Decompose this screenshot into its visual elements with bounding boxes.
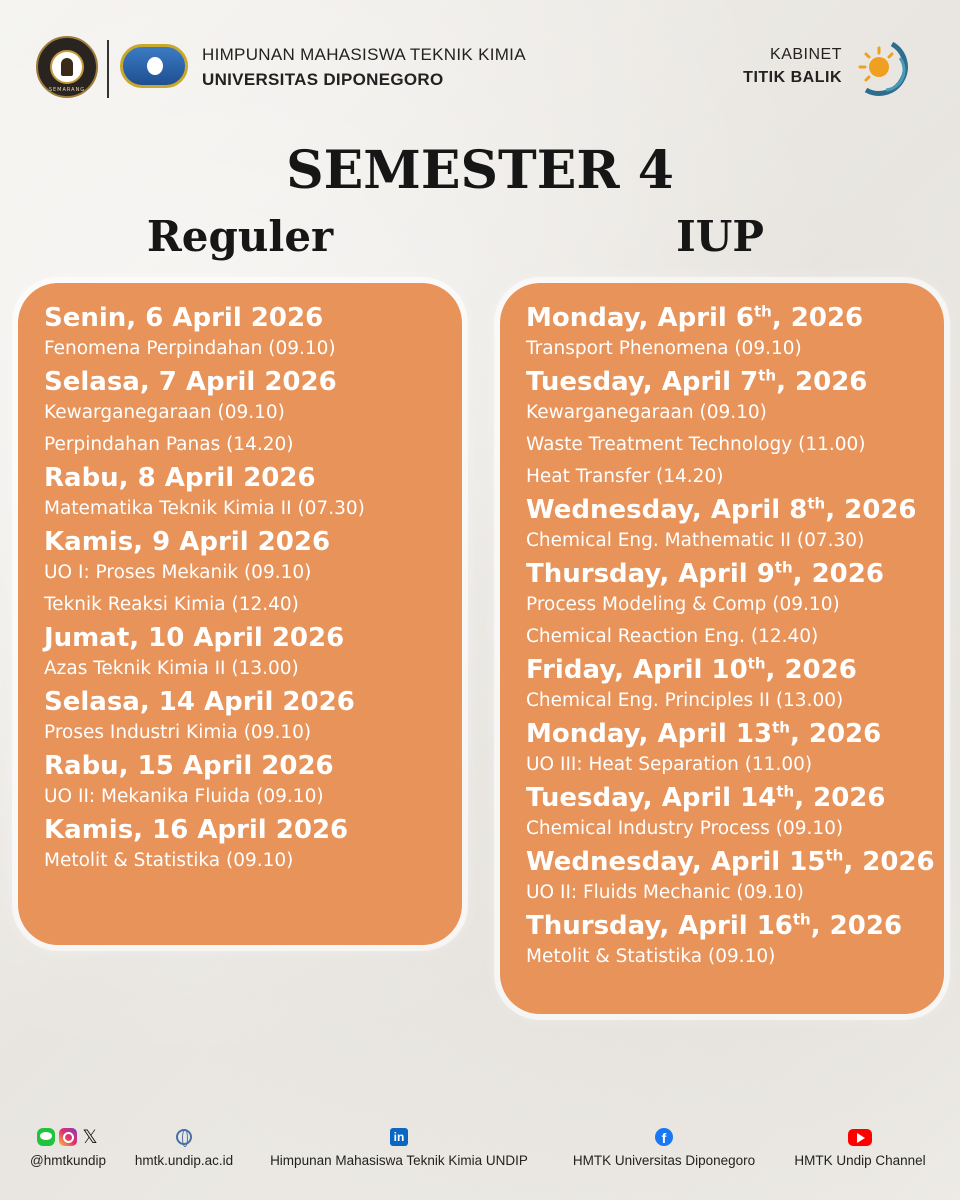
schedule-course: UO III: Heat Separation (11.00) [526,754,813,775]
day-ordinal: th [776,782,795,801]
schedule-course: Perpindahan Panas (14.20) [44,434,294,455]
footer-youtube[interactable] [786,1126,934,1168]
kabinet-label: KABINET [770,46,842,63]
schedule-course: Chemical Reaction Eng. (12.40) [526,626,819,647]
day-date: Thursday, April 16 [526,911,793,941]
schedule-course: Chemical Industry Process (09.10) [526,818,844,839]
schedule-course: Teknik Reaksi Kimia (12.40) [44,594,299,615]
linkedin-icon: in [390,1128,408,1146]
schedule-course: UO II: Fluids Mechanic (09.10) [526,882,804,903]
footer-facebook-text: HMTK Universitas Diponegoro [572,1153,756,1168]
schedule-course: UO II: Mekanika Fluida (09.10) [44,786,324,807]
header-divider [107,40,109,98]
footer-linkedin-text: Himpunan Mahasiswa Teknik Kimia UNDIP [270,1153,528,1168]
day-year: , 2026 [771,303,864,333]
schedule-day [526,717,934,751]
day-date: Tuesday, April 14 [526,783,777,813]
day-date: Wednesday, April 8 [526,495,808,525]
footer [0,1126,960,1176]
schedule-day: Kamis, 16 April 2026 [44,815,349,845]
schedule-course: Waste Treatment Technology (11.00) [526,434,866,455]
reguler-schedule-card [18,283,462,945]
iup-schedule-list [526,301,934,973]
schedule-day: Jumat, 10 April 2026 [44,623,345,653]
schedule-day [526,493,934,527]
footer-website[interactable] [126,1126,242,1168]
schedule-course: UO I: Proses Mekanik (09.10) [44,562,312,583]
day-ordinal: th [825,846,844,865]
org-name-line2: UNIVERSITAS DIPONEGORO [202,70,444,89]
youtube-icon [848,1129,872,1146]
schedule-course: Fenomena Perpindahan (09.10) [44,338,336,359]
hmtk-logo [120,40,190,92]
day-date: Thursday, April 9 [526,559,775,589]
schedule-course: Azas Teknik Kimia II (13.00) [44,658,299,679]
day-date: Monday, April 13 [526,719,773,749]
schedule-course: Heat Transfer (14.20) [526,466,724,487]
day-year: , 2026 [810,911,903,941]
instagram-icon [59,1128,77,1146]
schedule-day: Selasa, 14 April 2026 [44,687,355,717]
schedule-course: Process Modeling & Comp (09.10) [526,594,840,615]
day-ordinal: th [753,302,772,321]
page-title: SEMESTER 4 [286,140,674,201]
footer-youtube-text: HMTK Undip Channel [794,1153,926,1168]
footer-social[interactable] [26,1126,110,1168]
org-name-line1: HIMPUNAN MAHASISWA TEKNIK KIMIA [202,45,526,64]
schedule-course: Proses Industri Kimia (09.10) [44,722,312,743]
schedule-day: Selasa, 7 April 2026 [44,367,337,397]
day-year: , 2026 [765,655,857,685]
day-year: , 2026 [789,719,882,749]
day-year: , 2026 [843,847,935,877]
schedule-course: Metolit & Statistika (09.10) [44,850,294,871]
schedule-day: Senin, 6 April 2026 [44,303,324,333]
reguler-heading: Reguler [146,212,334,261]
day-year: , 2026 [792,559,884,589]
footer-social-handle: @hmtkundip [30,1153,106,1168]
schedule-day [526,653,934,687]
schedule-day [526,365,934,399]
schedule-day [526,781,934,815]
day-ordinal: th [758,366,777,385]
day-date: Tuesday, April 7 [526,367,759,397]
schedule-day: Rabu, 15 April 2026 [44,751,334,781]
reguler-schedule-list [44,301,452,877]
schedule-course: Chemical Eng. Mathematic II (07.30) [526,530,865,551]
day-ordinal: th [772,718,790,737]
iup-schedule-card [500,283,944,1014]
day-ordinal: th [792,910,811,929]
footer-linkedin[interactable] [254,1126,544,1168]
day-ordinal: th [774,558,793,577]
footer-facebook[interactable] [560,1126,768,1168]
schedule-course: Chemical Eng. Principles II (13.00) [526,690,844,711]
footer-website-text: hmtk.undip.ac.id [134,1153,234,1168]
x-icon: 𝕏 [82,1126,98,1148]
day-date: Friday, April 10 [526,655,748,685]
header [0,0,960,120]
undip-logo: SEMARANG [36,36,98,98]
facebook-icon: f [655,1128,673,1146]
day-date: Monday, April 6 [526,303,754,333]
day-ordinal: th [747,654,766,673]
schedule-course: Metolit & Statistika (09.10) [526,946,776,967]
schedule-day [526,845,934,879]
schedule-course: Transport Phenomena (09.10) [526,338,802,359]
schedule-course: Kewarganegaraan (09.10) [44,402,285,423]
kabinet-logo-icon [852,38,910,96]
iup-heading: IUP [676,212,764,261]
schedule-day: Kamis, 9 April 2026 [44,527,331,557]
day-year: , 2026 [825,495,917,525]
schedule-day [526,557,934,591]
schedule-day [526,909,934,943]
day-year: , 2026 [776,367,868,397]
day-year: , 2026 [794,783,886,813]
line-icon [37,1128,55,1146]
schedule-day: Rabu, 8 April 2026 [44,463,316,493]
day-date: Wednesday, April 15 [526,847,826,877]
globe-icon [176,1129,192,1145]
kabinet-name: TITIK BALIK [743,69,842,86]
schedule-day [526,301,934,335]
day-ordinal: th [807,494,826,513]
schedule-course: Kewarganegaraan (09.10) [526,402,767,423]
schedule-course: Matematika Teknik Kimia II (07.30) [44,498,365,519]
